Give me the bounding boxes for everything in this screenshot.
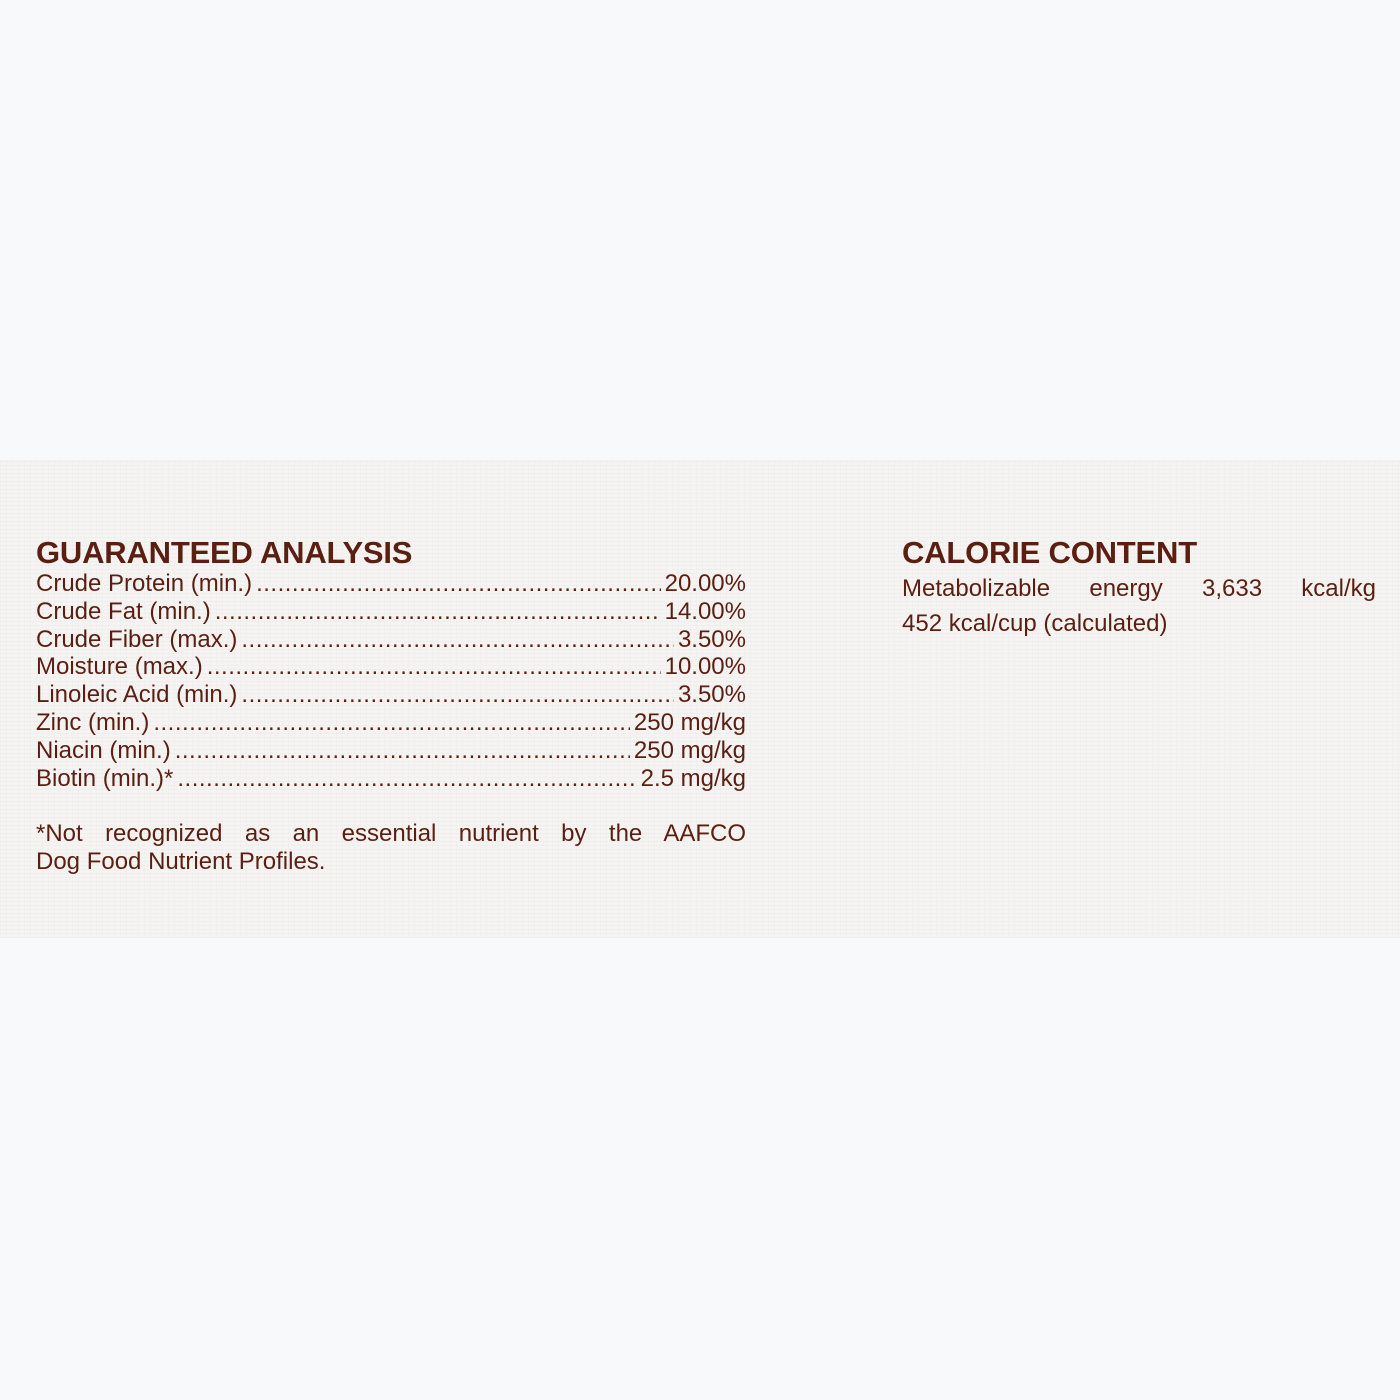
guaranteed-analysis-panel (36, 535, 746, 900)
analysis-row-value: 20.00% (664, 570, 746, 597)
dot-leader (241, 681, 674, 709)
analysis-row-value: 3.50% (677, 625, 746, 653)
analysis-row-label: Crude Fiber (max.) (36, 625, 238, 653)
dot-leader (153, 709, 630, 737)
analysis-row-label: Crude Fat (min.) (36, 597, 211, 625)
metabolizable-energy-line: Metabolizable energy 3,633 kcal/kg (902, 575, 1376, 602)
dot-leader (215, 598, 661, 626)
analysis-row-label: Linoleic Acid (min.) (36, 681, 238, 709)
calorie-content-panel (902, 535, 1376, 641)
analysis-row-value: 250 mg/kg (633, 736, 746, 764)
dot-leader (256, 570, 661, 598)
analysis-table (36, 570, 746, 792)
analysis-row-value: 3.50% (677, 681, 746, 709)
dot-leader (207, 653, 661, 681)
analysis-row-value: 2.5 mg/kg (640, 764, 746, 792)
analysis-row-label: Zinc (min.) (36, 708, 150, 736)
analysis-row-moisture (36, 653, 746, 681)
footnote-line: *Not recognized as an essential nutrient by the AAFCO (36, 820, 746, 848)
dot-leader (175, 737, 630, 765)
analysis-row-value: 250 mg/kg (633, 708, 746, 736)
analysis-row-label: Crude Protein (min.) (36, 570, 253, 597)
analysis-row-label: Niacin (min.) (36, 736, 171, 764)
kcal-per-cup-line: 452 kcal/cup (calculated) (902, 610, 1168, 637)
dot-leader (177, 765, 636, 793)
analysis-row-label: Biotin (min.)* (36, 764, 174, 792)
analysis-row-crude-fiber (36, 626, 746, 654)
analysis-row-niacin (36, 737, 746, 765)
guaranteed-analysis-heading: GUARANTEED ANALYSIS (36, 535, 413, 570)
analysis-row-biotin (36, 765, 746, 793)
analysis-row-zinc (36, 709, 746, 737)
dot-leader (241, 626, 674, 654)
analysis-row-crude-fat (36, 598, 746, 626)
analysis-row-crude-protein (36, 570, 746, 598)
analysis-row-label: Moisture (max.) (36, 653, 203, 681)
calorie-content-text (902, 571, 1376, 641)
analysis-row-value: 14.00% (664, 597, 746, 625)
calorie-content-heading: CALORIE CONTENT (902, 535, 1197, 570)
aafco-footnote (36, 820, 746, 876)
analysis-row-linoleic-acid (36, 681, 746, 709)
analysis-row-value: 10.00% (664, 653, 746, 681)
footnote-line: Dog Food Nutrient Profiles. (36, 848, 326, 876)
